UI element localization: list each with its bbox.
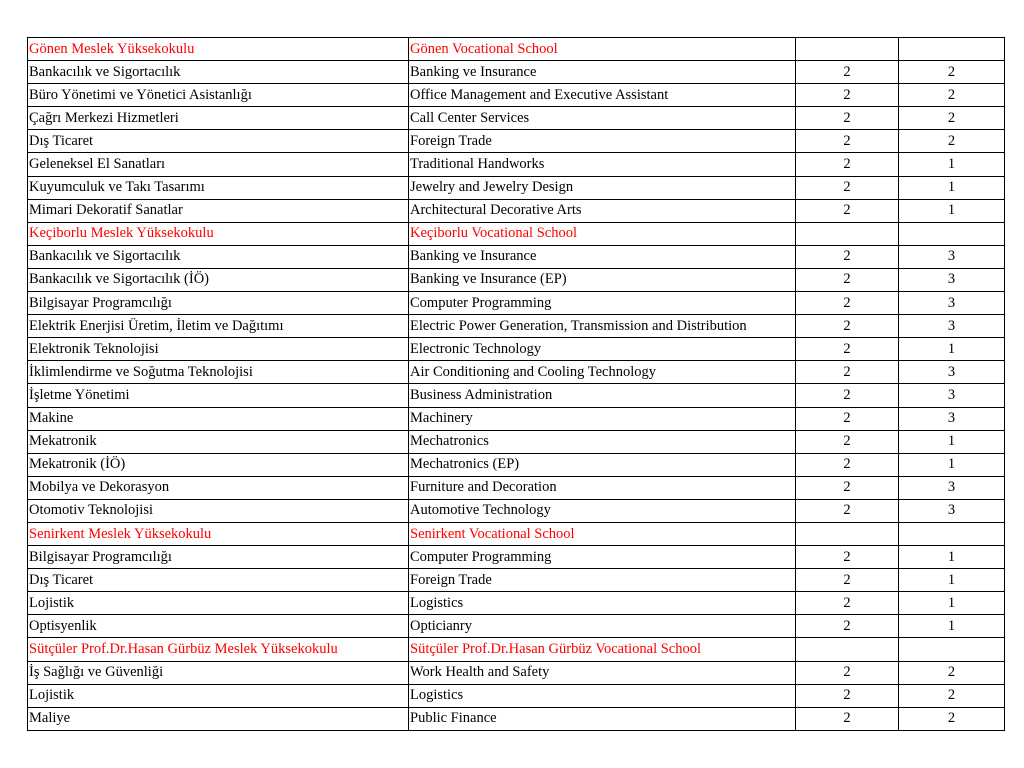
turkish-name-cell: Bankacılık ve Sigortacılık (İÖ) [28,268,409,291]
value-1-cell: 2 [796,130,899,153]
value-1-cell: 2 [796,107,899,130]
turkish-name-cell: İşletme Yönetimi [28,384,409,407]
english-name-cell: Office Management and Executive Assistant [409,84,796,107]
school-header-row [28,38,1005,61]
value-2-cell: 2 [899,684,1005,707]
turkish-name-cell: Makine [28,407,409,430]
turkish-name-cell: Kuyumculuk ve Takı Tasarımı [28,176,409,199]
turkish-name-cell: Çağrı Merkezi Hizmetleri [28,107,409,130]
english-name-cell: Call Center Services [409,107,796,130]
program-row [28,292,1005,315]
value-1-cell: 2 [796,684,899,707]
value-1-cell: 2 [796,407,899,430]
turkish-name-cell: Lojistik [28,592,409,615]
value-1-cell: 2 [796,615,899,638]
turkish-name-cell: Gönen Meslek Yüksekokulu [28,38,409,61]
program-row [28,153,1005,176]
school-header-row [28,222,1005,245]
english-name-cell: Foreign Trade [409,569,796,592]
value-1-cell: 2 [796,61,899,84]
english-name-cell: Banking ve Insurance [409,245,796,268]
value-1-cell: 2 [796,569,899,592]
value-1-cell: 2 [796,245,899,268]
english-name-cell: Logistics [409,684,796,707]
turkish-name-cell: Mimari Dekoratif Sanatlar [28,199,409,222]
turkish-name-cell: Büro Yönetimi ve Yönetici Asistanlığı [28,84,409,107]
program-row [28,476,1005,499]
program-row [28,684,1005,707]
program-row [28,245,1005,268]
program-row [28,546,1005,569]
english-name-cell: Logistics [409,592,796,615]
turkish-name-cell: Elektronik Teknolojisi [28,338,409,361]
turkish-name-cell: Geleneksel El Sanatları [28,153,409,176]
program-row [28,615,1005,638]
english-name-cell: Electronic Technology [409,338,796,361]
turkish-name-cell: İş Sağlığı ve Güvenliği [28,661,409,684]
english-name-cell: Machinery [409,407,796,430]
value-2-cell: 1 [899,430,1005,453]
value-1-cell [796,638,899,661]
value-2-cell: 1 [899,592,1005,615]
turkish-name-cell: Mekatronik [28,430,409,453]
turkish-name-cell: Lojistik [28,684,409,707]
value-1-cell: 2 [796,546,899,569]
value-1-cell: 2 [796,430,899,453]
program-row [28,361,1005,384]
turkish-name-cell: Optisyenlik [28,615,409,638]
value-2-cell [899,522,1005,545]
english-name-cell: Mechatronics [409,430,796,453]
value-2-cell: 3 [899,476,1005,499]
value-2-cell: 1 [899,199,1005,222]
value-1-cell: 2 [796,176,899,199]
english-name-cell: Public Finance [409,707,796,730]
value-1-cell: 2 [796,707,899,730]
program-row [28,315,1005,338]
english-name-cell: Banking ve Insurance (EP) [409,268,796,291]
value-1-cell: 2 [796,592,899,615]
value-2-cell: 3 [899,292,1005,315]
english-name-cell: Electric Power Generation, Transmission and Distribution [409,315,796,338]
turkish-name-cell: Maliye [28,707,409,730]
value-2-cell: 1 [899,176,1005,199]
value-1-cell: 2 [796,268,899,291]
value-1-cell: 2 [796,315,899,338]
english-name-cell: Furniture and Decoration [409,476,796,499]
program-row [28,199,1005,222]
value-2-cell: 2 [899,130,1005,153]
turkish-name-cell: Keçiborlu Meslek Yüksekokulu [28,222,409,245]
school-header-row [28,522,1005,545]
value-1-cell: 2 [796,338,899,361]
english-name-cell: Mechatronics (EP) [409,453,796,476]
english-name-cell: Computer Programming [409,546,796,569]
turkish-name-cell: Bilgisayar Programcılığı [28,292,409,315]
value-1-cell: 2 [796,384,899,407]
program-row [28,407,1005,430]
english-name-cell: Computer Programming [409,292,796,315]
program-row [28,569,1005,592]
value-2-cell: 1 [899,338,1005,361]
value-1-cell [796,38,899,61]
school-header-row [28,638,1005,661]
value-1-cell: 2 [796,499,899,522]
value-2-cell: 2 [899,61,1005,84]
program-row [28,453,1005,476]
english-name-cell: Senirkent Vocational School [409,522,796,545]
english-name-cell: Business Administration [409,384,796,407]
value-2-cell [899,38,1005,61]
value-1-cell [796,222,899,245]
program-row [28,176,1005,199]
english-name-cell: Sütçüler Prof.Dr.Hasan Gürbüz Vocational School [409,638,796,661]
english-name-cell: Gönen Vocational School [409,38,796,61]
value-1-cell: 2 [796,476,899,499]
value-1-cell: 2 [796,199,899,222]
program-row [28,338,1005,361]
value-2-cell: 2 [899,84,1005,107]
turkish-name-cell: Sütçüler Prof.Dr.Hasan Gürbüz Meslek Yüksekokulu [28,638,409,661]
program-row [28,130,1005,153]
turkish-name-cell: Dış Ticaret [28,569,409,592]
english-name-cell: Keçiborlu Vocational School [409,222,796,245]
english-name-cell: Foreign Trade [409,130,796,153]
value-2-cell: 3 [899,499,1005,522]
english-name-cell: Opticianry [409,615,796,638]
turkish-name-cell: Dış Ticaret [28,130,409,153]
value-2-cell: 3 [899,384,1005,407]
value-2-cell: 3 [899,315,1005,338]
value-2-cell: 1 [899,153,1005,176]
english-name-cell: Architectural Decorative Arts [409,199,796,222]
value-2-cell: 2 [899,661,1005,684]
turkish-name-cell: Otomotiv Teknolojisi [28,499,409,522]
value-1-cell: 2 [796,661,899,684]
value-2-cell: 1 [899,453,1005,476]
turkish-name-cell: Bilgisayar Programcılığı [28,546,409,569]
turkish-name-cell: İklimlendirme ve Soğutma Teknolojisi [28,361,409,384]
value-1-cell: 2 [796,453,899,476]
program-row [28,707,1005,730]
program-row [28,592,1005,615]
value-2-cell: 3 [899,407,1005,430]
value-2-cell [899,638,1005,661]
turkish-name-cell: Bankacılık ve Sigortacılık [28,61,409,84]
program-row [28,107,1005,130]
program-row [28,499,1005,522]
english-name-cell: Traditional Handworks [409,153,796,176]
program-row [28,661,1005,684]
english-name-cell: Work Health and Safety [409,661,796,684]
turkish-name-cell: Mekatronik (İÖ) [28,453,409,476]
programs-table-body [28,38,1005,731]
value-2-cell: 2 [899,107,1005,130]
value-1-cell: 2 [796,153,899,176]
value-2-cell: 3 [899,268,1005,291]
program-row [28,430,1005,453]
english-name-cell: Jewelry and Jewelry Design [409,176,796,199]
programs-table [27,37,1005,731]
value-2-cell: 2 [899,707,1005,730]
english-name-cell: Banking ve Insurance [409,61,796,84]
program-row [28,268,1005,291]
value-2-cell: 3 [899,245,1005,268]
english-name-cell: Automotive Technology [409,499,796,522]
english-name-cell: Air Conditioning and Cooling Technology [409,361,796,384]
value-2-cell: 1 [899,546,1005,569]
program-row [28,384,1005,407]
program-row [28,61,1005,84]
program-row [28,84,1005,107]
value-2-cell: 1 [899,569,1005,592]
value-1-cell: 2 [796,84,899,107]
value-2-cell [899,222,1005,245]
turkish-name-cell: Elektrik Enerjisi Üretim, İletim ve Dağıtımı [28,315,409,338]
value-2-cell: 3 [899,361,1005,384]
value-1-cell [796,522,899,545]
value-1-cell: 2 [796,292,899,315]
turkish-name-cell: Bankacılık ve Sigortacılık [28,245,409,268]
turkish-name-cell: Mobilya ve Dekorasyon [28,476,409,499]
turkish-name-cell: Senirkent Meslek Yüksekokulu [28,522,409,545]
value-1-cell: 2 [796,361,899,384]
value-2-cell: 1 [899,615,1005,638]
